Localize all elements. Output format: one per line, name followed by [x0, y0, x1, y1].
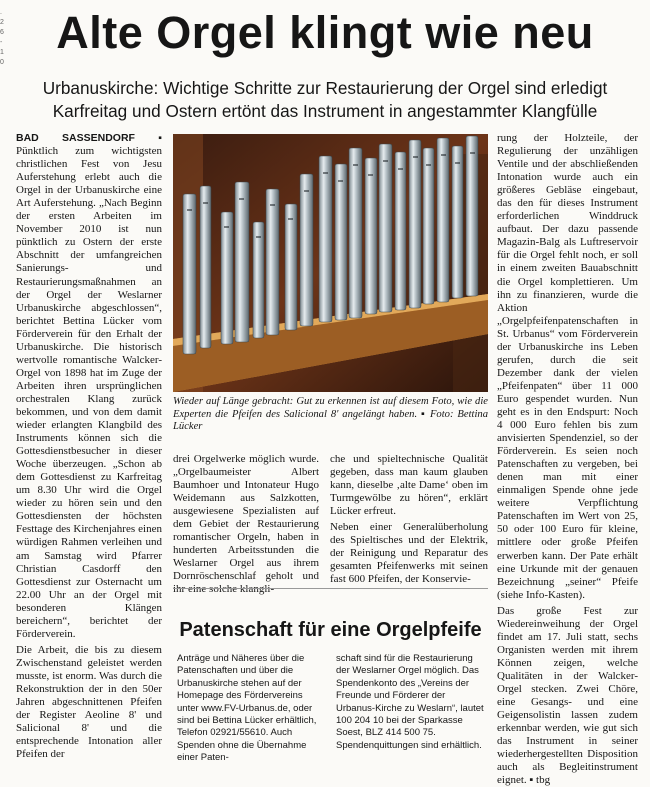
organ-pipes-illustration — [173, 134, 488, 392]
paragraph: drei Orgelwerke möglich wurde. „Orgelbaumeister Albert Baumhoer und Intonateur Hugo Weidemann aus Salzkotten, ausgewiesene Spezialisten auf dem Gebiet der Restaurierung romantischer Orgeln, haben in hunderten Arbeitsstunden die Weslarner Orgel aus ihrem Dornröschenschlaf geholt und ihr eine solche klangli- — [173, 453, 319, 596]
edge-mark: . — [0, 9, 2, 16]
info-box-title: Patenschaft für eine Orgelpfeife — [179, 619, 482, 641]
article-column-2 — [173, 453, 319, 597]
edge-mark: - — [0, 39, 3, 46]
paragraph: che und spieltechnische Qualität gegeben, dass man kaum glauben kann, dieselbe ‚alte Dame‘ oben im Turmgewölbe zu hören“, erklärt Lücker erfreut. — [330, 453, 488, 518]
article-column-3 — [330, 453, 488, 586]
article-subheadline-line-1: Urbanuskirche: Wichtige Schritte zur Restaurierung der Orgel sind erledigt — [42, 78, 608, 98]
edge-mark: 6 — [0, 29, 4, 36]
edge-mark: 2 — [0, 19, 4, 26]
article-column-4 — [497, 132, 638, 787]
paragraph: Neben einer Generalüberholung des Spieltisches und der Elektrik, der Reinigung und Reparatur des gesamten Pfeifenwerks mit seinen fast 600 Pfeifen, der Konservie- — [330, 521, 488, 586]
article-headline: Alte Orgel klingt wie neu — [56, 7, 594, 58]
info-box-column-2: schaft sind für die Restaurierung der Weslarner Orgel möglich. Das Spendenkonto des „Vereins der Freunde und Förderer der Urbanus-Kirche zu Weslarn“, lautet 100 204 10 bei der Sparkasse Soest, BLZ 414 500 75. Spendenquittungen sind erhältlich. — [336, 653, 484, 751]
info-box-column-1: Anträge und Näheres über die Patenschaften und über die Urbanuskirche stehen auf der Homepage des Fördervereins unter www.FV-Urbanus.de, oder sind bei Bettina Lücker erhältlich, Telefon 02921/55610. Auch Spenden ohne die Übernahme einer Paten- — [177, 653, 317, 764]
paragraph: Pünktlich zum wichtigsten christlichen Fest von Jesu Auferstehung erlebt auch die Orgel in der Urbanuskirche eine Art Auferstehung. „Nach Beginn der ersten Arbeiten im November 2010 ist nun pünktlich zu Ostern der erste Abschnitt der umfangreichen Sanierungs- und Restaurierungsmaßnahmen an der Orgel der Weslarner Urbanuskirche abgeschlossen“, berichtet Bettina Lücker vom Förderverein für den Erhalt der Urbanuskirche. Die historisch wertvolle romantische Walcker-Orgel von 1898 hat im Zuge der Arbeiten ihren ursprünglichen orchestralen Klang zurück bekommen, und von dem damit wieder erlangten Klangbild des Instruments können sich die Gottesdienstbesucher in dieser Woche überzeugen. „Schon ab dem Gottesdienst zu Karfreitag um 8.30 Uhr wird die Orgel wieder zu hören sein und den Gottesdiensten der höchsten Festtage des Kirchenjahres einen würdigen Rahmen verleihen und am Samstag wird Pfarrer Christian Casdorff den Gottesdienst zur Osternacht um 22.00 Uhr an der Orgel mit besonderen Klängen bereichern“, berichtet der Förderverein. — [16, 145, 162, 640]
paragraph: rung der Holzteile, der Regulierung der unzähligen Ventile und der abschließenden Intonation wurde auch ein größeres Gebläse eingebaut, das den für dieses Instrument erforderlichen Winddruck aufbaut. Der dazu passende Magazin-Balg als Luftreservoir für die Orgel fehlt noch, er soll in einem zweiten Bauabschnitt die Orgel komplettieren. Um ihn zu finanzieren, wurde die Aktion „Orgelpfeifenpatenschaften in St. Urbanus“ vom Förderverein der Urbanuskirche ins Leben gerufen, durch die seit Dezember dank der vielen „Pfeifenpaten“ über 11 000 Euro gespendet wurden. Nun geht es in den Endspurt: Noch 4 000 Euro fehlen bis zum anvisierten Spendenziel, so der Förderverein. Es seien noch Patenschaften zu vergeben, bei denen man mit einer einmaligen Spende ohne jede weitere Verpflichtung Patenschaften im Wert von 25, 50 oder 100 Euro für kleine, mittlere oder große Pfeifen erwerben kann. Der Pate erhält eine Urkunde mit der genauen Bezeichnung „seiner“ Pfeife (siehe Info-Kasten). — [497, 132, 638, 601]
organ-pipes-photo — [173, 134, 488, 392]
paragraph: Das große Fest zur Wiedereinweihung der Orgel findet am 17. Juli statt, sechs Organisten werden mit ihrem Können zeigen, welche Qualitäten in der Walcker-Orgel stecken. Zwei Chöre, eine Gesangs- und eine Geigensolistin lassen zudem erkennbar werden, wie gut sich das Instrument in seiner wiederhergestellten Disposition auch als Begleitinstrument eignet. ▪ tbg — [497, 604, 638, 787]
paragraph: Die Arbeit, die bis zu diesem Zwischenstand geleistet werden musste, ist enorm. Was durch die Rekonstruktion der in den 50er Jahren abgeschnittenen Pfeifen der Register Aeoline 8' und Salicional 8' und die entsprechende Intonation aller Pfeifen der — [16, 643, 162, 761]
photo-caption: Wieder auf Länge gebracht: Gut zu erkennen ist auf diesem Foto, wie die Experten die Pfeifen des Salicional 8' angelängt haben. ▪ Foto: Bettina Lücker — [173, 396, 488, 433]
dateline: BAD SASSENDORF ▪ — [16, 132, 162, 144]
info-box — [173, 588, 488, 764]
edge-mark: 0 — [0, 59, 4, 66]
article-subheadline-line-2: Karfreitag und Ostern ertönt das Instrument in angestammter Klangfülle — [52, 101, 598, 121]
edge-mark: 1 — [0, 49, 4, 56]
article-column-1 — [16, 132, 162, 761]
